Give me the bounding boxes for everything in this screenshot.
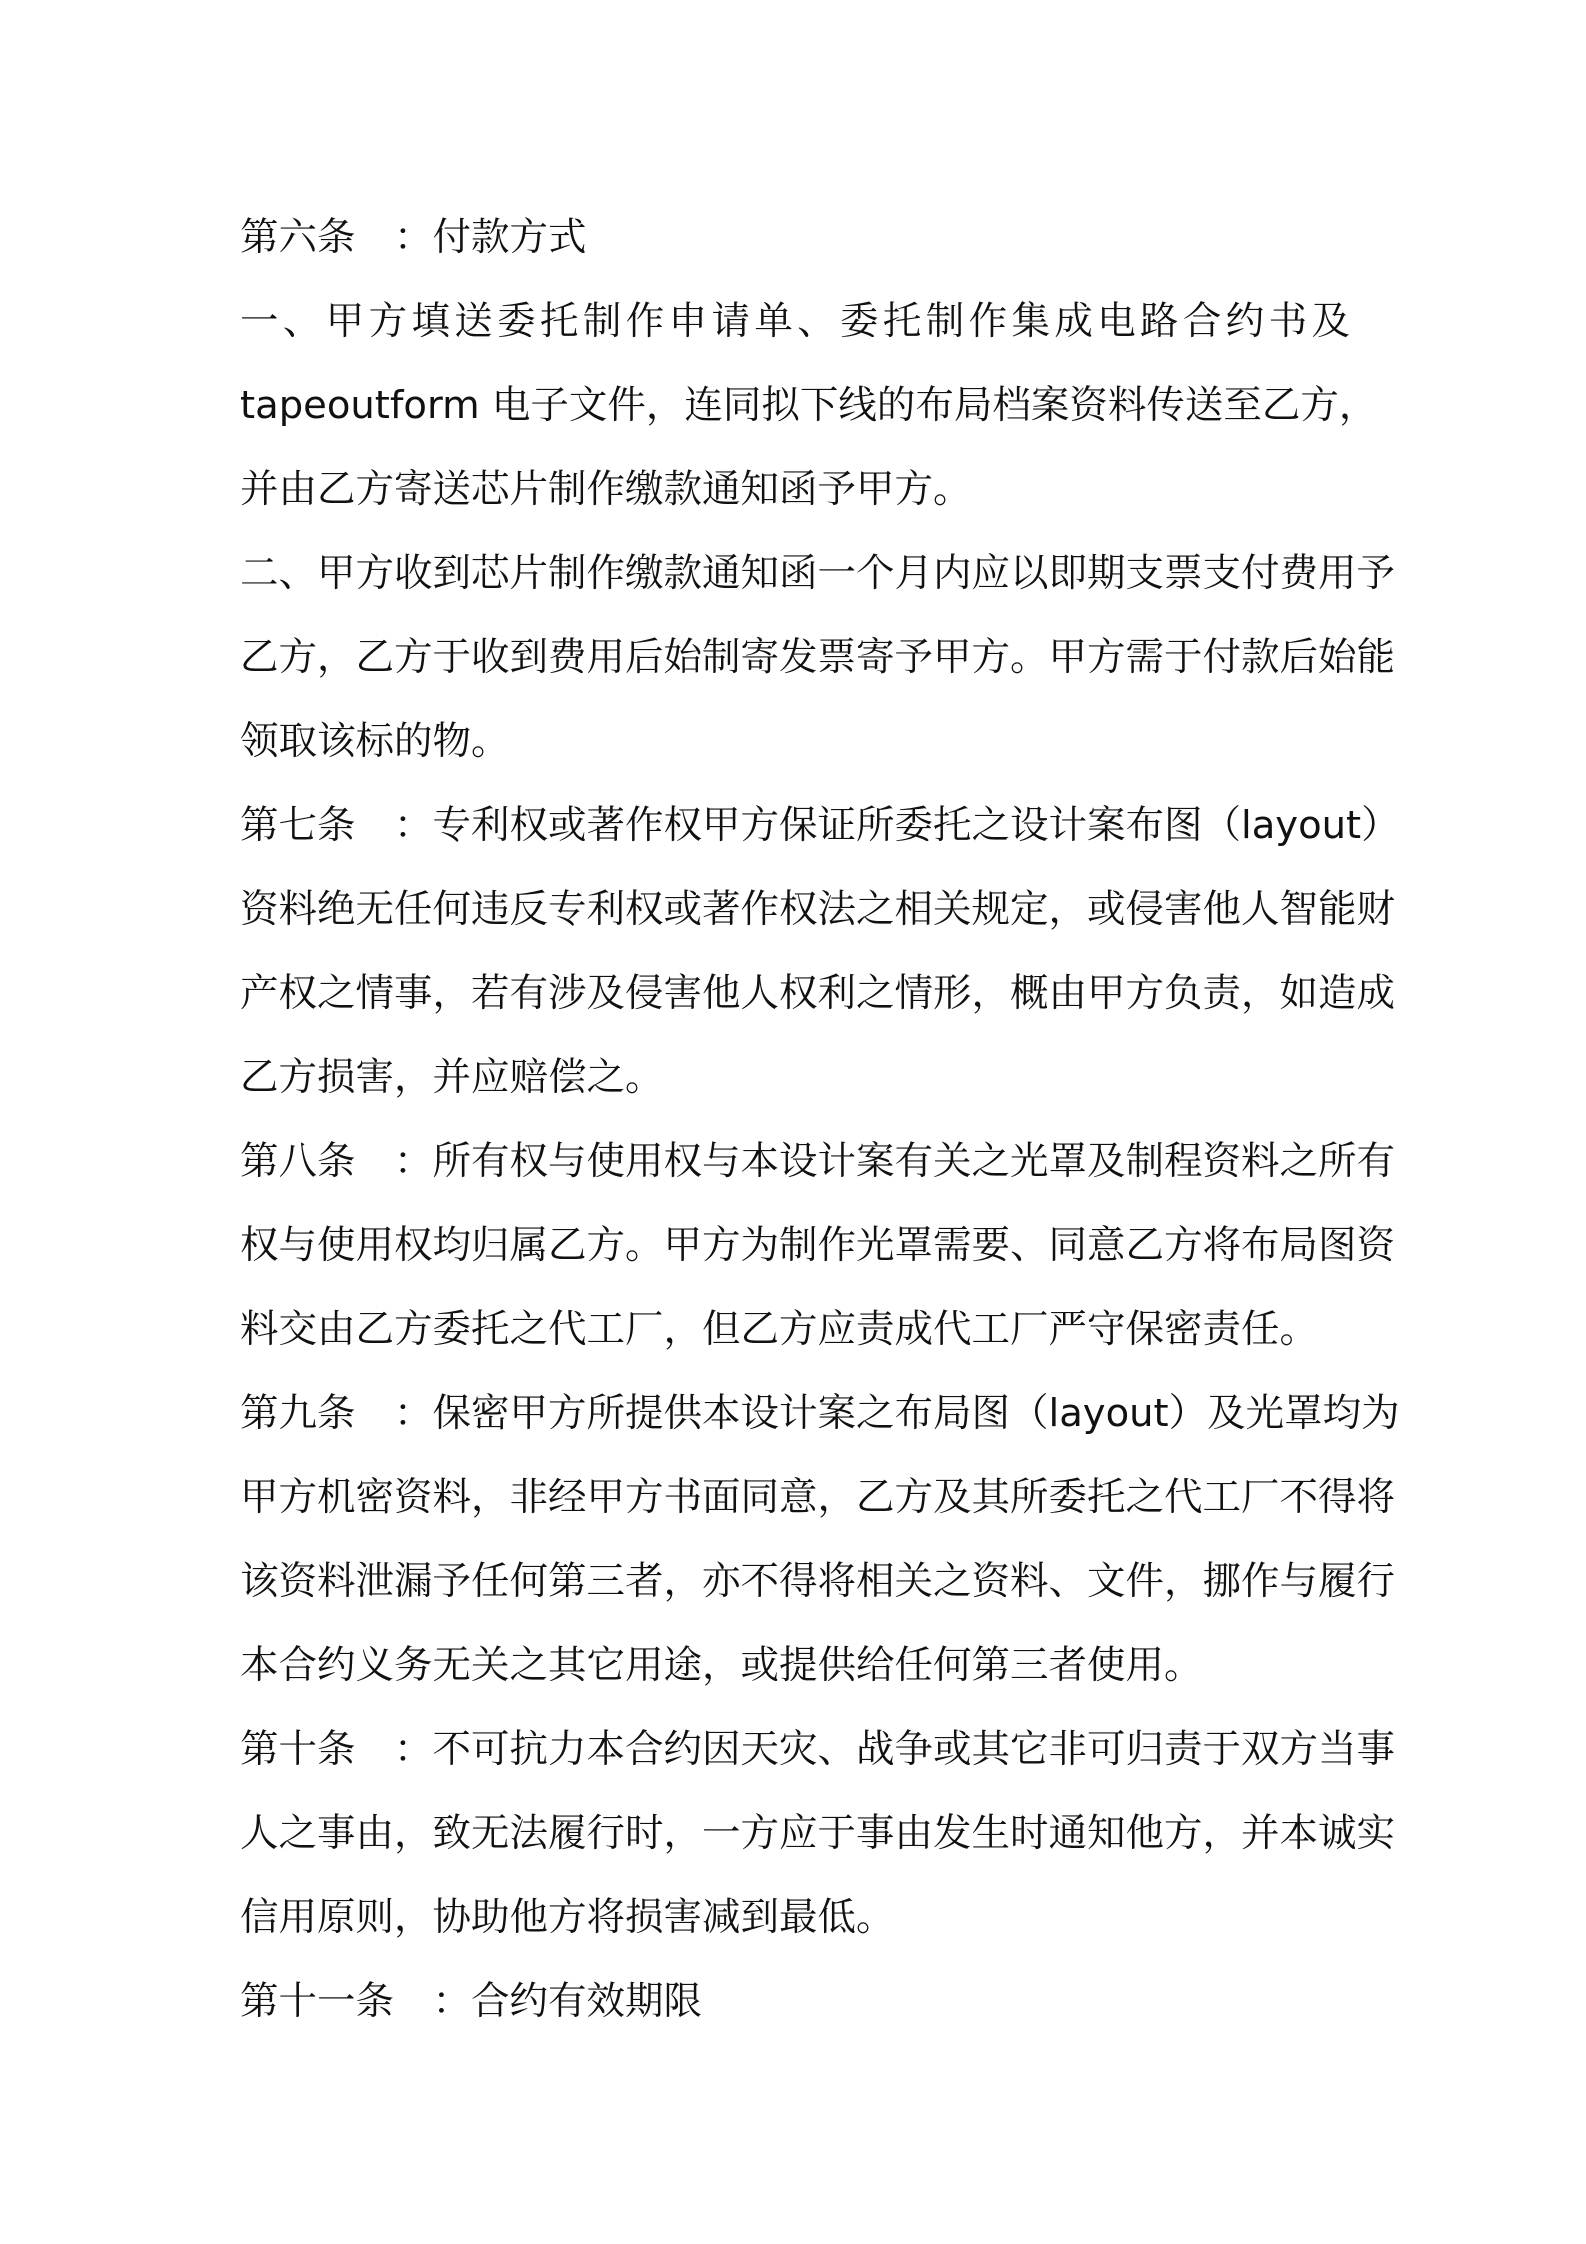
article-11-heading: 第十一条 ：合约有效期限 — [240, 1979, 703, 2024]
article-9-line-2: 甲方机密资料，非经甲方书面同意，乙方及其所委托之代工厂不得将 — [240, 1475, 1396, 1520]
article-7-line-1: 第七条 ：专利权或著作权甲方保证所委托之设计案布图（layout） — [240, 803, 1400, 848]
article-9-line-1: 第九条 ：保密甲方所提供本设计案之布局图（layout）及光罩均为 — [240, 1391, 1400, 1436]
article-6-clause-2-line-3: 领取该标的物。 — [240, 719, 510, 764]
article-8-line-1: 第八条 ：所有权与使用权与本设计案有关之光罩及制程资料之所有 — [240, 1139, 1396, 1184]
article-6-clause-1-line-3: 并由乙方寄送芯片制作缴款通知函予甲方。 — [240, 467, 972, 512]
article-7-line-4: 乙方损害，并应赔偿之。 — [240, 1055, 664, 1100]
article-9-line-3: 该资料泄漏予任何第三者，亦不得将相关之资料、文件，挪作与履行 — [240, 1559, 1396, 1604]
document-body — [240, 196, 1400, 2044]
article-10-line-3: 信用原则，协助他方将损害减到最低。 — [240, 1895, 895, 1940]
article-6-heading: 第六条 ：付款方式 — [240, 215, 587, 260]
article-6-clause-2-line-1: 二、甲方收到芯片制作缴款通知函一个月内应以即期支票支付费用予 — [240, 551, 1396, 596]
article-6-clause-1-line-2: tapeoutform 电子文件，连同拟下线的布局档案资料传送至乙方， — [240, 383, 1378, 428]
article-8-line-2: 权与使用权均归属乙方。甲方为制作光罩需要、同意乙方将布局图资 — [240, 1223, 1396, 1268]
article-6-clause-1-line-1: 一、甲方填送委托制作申请单、委托制作集成电路合约书及 — [240, 299, 1350, 344]
article-7-line-3: 产权之情事，若有涉及侵害他人权利之情形，概由甲方负责，如造成 — [240, 971, 1396, 1016]
article-10-line-1: 第十条 ：不可抗力本合约因天灾、战争或其它非可归责于双方当事 — [240, 1727, 1396, 1772]
article-6-clause-2-line-2: 乙方，乙方于收到费用后始制寄发票寄予甲方。甲方需于付款后始能 — [240, 635, 1396, 680]
article-9-line-4: 本合约义务无关之其它用途，或提供给任何第三者使用。 — [240, 1643, 1203, 1688]
article-8-line-3: 料交由乙方委托之代工厂，但乙方应责成代工厂严守保密责任。 — [240, 1307, 1319, 1352]
article-10-line-2: 人之事由，致无法履行时，一方应于事由发生时通知他方，并本诚实 — [240, 1811, 1396, 1856]
article-7-line-2: 资料绝无任何违反专利权或著作权法之相关规定，或侵害他人智能财 — [240, 887, 1396, 932]
